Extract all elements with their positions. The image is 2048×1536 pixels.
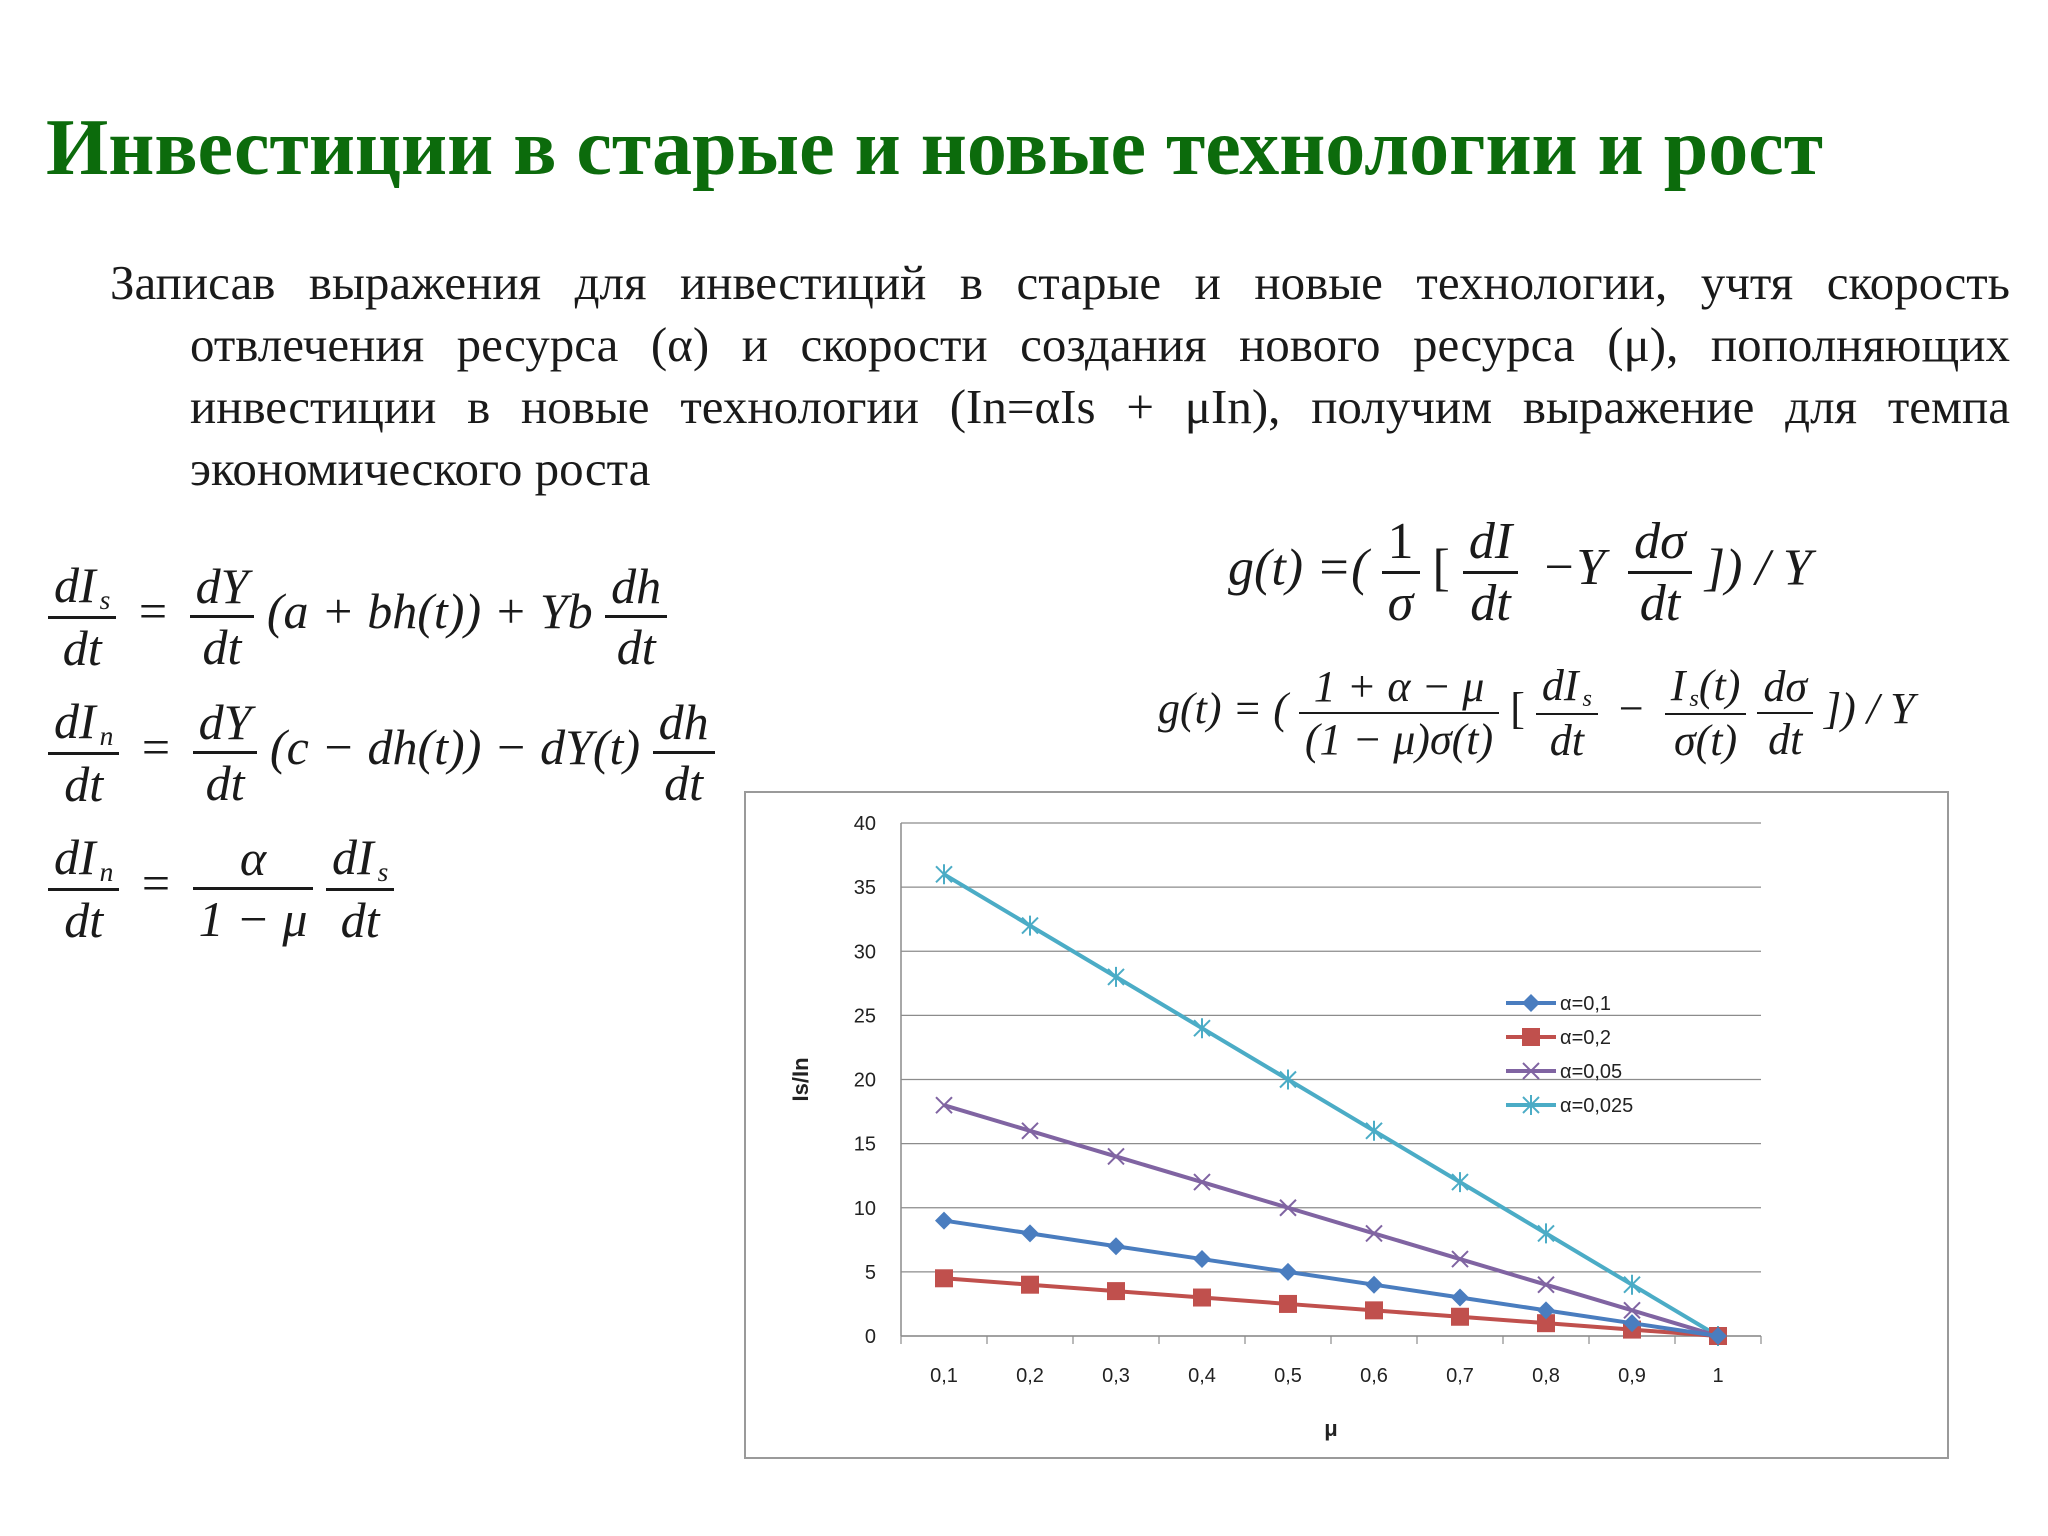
data-point	[1279, 1295, 1297, 1313]
x-tick-label: 0,2	[1016, 1365, 1044, 1387]
equals-sign: =	[141, 718, 171, 775]
x-tick-label: 0,3	[1102, 1365, 1130, 1387]
denominator: dt	[1768, 715, 1803, 765]
numerator: dh	[611, 557, 662, 614]
fraction	[193, 829, 314, 948]
denominator: dt	[664, 754, 704, 811]
x-tick-label: 0,1	[930, 1365, 958, 1387]
data-point	[1451, 1289, 1469, 1307]
expression-close: ]) / Y	[1824, 684, 1915, 734]
equation-din-alpha	[48, 828, 394, 949]
numerator: dI	[54, 693, 96, 749]
data-point	[1365, 1301, 1383, 1319]
fraction	[326, 828, 394, 949]
numerator: 1	[1387, 513, 1414, 570]
fraction	[653, 693, 715, 812]
x-tick-label: 0,9	[1618, 1365, 1646, 1387]
fraction	[48, 692, 119, 813]
legend-label: α=0,2	[1560, 1027, 1612, 1049]
denominator: dt	[1470, 575, 1511, 632]
data-point	[935, 1269, 953, 1287]
minus-term: −Y	[1541, 539, 1606, 597]
fraction	[190, 557, 255, 676]
numerator: dh	[658, 693, 709, 750]
numerator: dI	[1468, 513, 1513, 570]
fraction	[1536, 660, 1598, 766]
subscript: n	[99, 855, 114, 887]
x-tick-label: 0,5	[1274, 1365, 1302, 1387]
denominator: (1 − μ)σ(t)	[1304, 715, 1494, 765]
numerator: dI	[1541, 661, 1579, 710]
data-point	[1451, 1308, 1469, 1326]
series-line	[944, 1105, 1718, 1336]
data-point	[936, 864, 952, 884]
denominator: dt	[202, 618, 242, 675]
y-tick-label: 15	[853, 1133, 876, 1156]
denominator: σ(t)	[1673, 716, 1738, 766]
data-point	[1107, 1282, 1125, 1300]
data-point	[1193, 1250, 1211, 1268]
numerator: dY	[195, 557, 249, 614]
subscript: n	[99, 719, 114, 751]
open-bracket: [	[1510, 684, 1525, 734]
y-tick-label: 10	[853, 1197, 876, 1220]
slide-title: Инвестиции в старые и новые технологии и рост	[46, 104, 1824, 192]
fraction	[1757, 661, 1813, 765]
legend-marker	[1522, 1028, 1540, 1046]
y-tick-label: 35	[853, 877, 876, 900]
y-tick-label: 0	[864, 1326, 876, 1348]
fraction	[1299, 661, 1499, 765]
x-tick-label: 0,7	[1446, 1365, 1474, 1387]
x-tick-label: 0,6	[1360, 1365, 1388, 1387]
y-tick-label: 25	[853, 1005, 876, 1028]
data-point	[1538, 1223, 1554, 1243]
denominator: dt	[1549, 716, 1584, 766]
x-tick-label: 0,4	[1188, 1365, 1216, 1387]
data-point	[1107, 1237, 1125, 1255]
series-line	[944, 1221, 1718, 1336]
expression-lhs: g(t) = (	[1158, 684, 1288, 734]
y-tick-label: 30	[853, 941, 876, 964]
y-tick-label: 20	[853, 1069, 876, 1092]
y-tick-label: 5	[864, 1261, 876, 1284]
subscript: s	[1689, 685, 1699, 713]
data-point	[1193, 1289, 1211, 1307]
denominator: dt	[340, 891, 380, 948]
fraction	[48, 556, 116, 677]
data-point	[1366, 1121, 1382, 1141]
data-point	[1279, 1263, 1297, 1281]
denominator: 1 − μ	[198, 890, 308, 947]
subscript: s	[1582, 685, 1592, 713]
chart-frame	[744, 791, 1949, 1459]
numerator: dI	[331, 829, 374, 885]
legend-label: α=0,05	[1560, 1061, 1623, 1083]
series-line	[944, 1278, 1718, 1336]
denominator: σ	[1387, 575, 1414, 632]
y-tick-label: 40	[853, 813, 876, 835]
expression-middle: (c − dh(t)) − dY(t)	[269, 718, 641, 775]
numerator-tail: (t)	[1698, 661, 1741, 710]
fraction	[193, 693, 258, 812]
legend-label: α=0,025	[1560, 1095, 1634, 1117]
x-tick-label: 0,8	[1532, 1365, 1560, 1387]
numerator: dI	[54, 829, 96, 885]
denominator: dt	[616, 618, 656, 675]
minus-sign: −	[1618, 684, 1644, 734]
equation-dis-dt	[48, 556, 667, 677]
fraction	[1628, 512, 1692, 633]
numerator: α	[239, 829, 267, 886]
data-point	[1108, 967, 1124, 987]
intro-paragraph: Записав выражения для инвестиций в старые и новые технологии, учтя скорость отвлечения ресурса (α) и скорости создания нового ресурса (μ), пополняющих инвестиции в новые технологии (In=αIs + μIn), получим выражение для темпа экономического роста	[110, 255, 2010, 496]
y-axis-title: Is/In	[788, 1057, 813, 1102]
equation-growth-rate-expanded	[1158, 660, 1915, 766]
numerator: dσ	[1634, 513, 1686, 570]
denominator: dt	[62, 619, 102, 676]
denominator: dt	[64, 891, 104, 948]
numerator: I	[1670, 661, 1686, 710]
data-point	[1452, 1172, 1468, 1192]
numerator: dY	[198, 693, 252, 750]
x-axis-title: μ	[1324, 1416, 1338, 1441]
x-tick-label: 1	[1712, 1365, 1724, 1387]
data-point	[1022, 916, 1038, 936]
legend-marker	[1522, 994, 1540, 1012]
line-chart	[746, 793, 1947, 1457]
numerator: 1 + α − μ	[1313, 662, 1485, 712]
expression-middle: (a + bh(t)) + Yb	[266, 582, 593, 639]
fraction	[605, 557, 667, 676]
subscript: s	[377, 855, 389, 887]
data-point	[1021, 1224, 1039, 1242]
fraction	[48, 828, 119, 949]
legend-label: α=0,1	[1560, 993, 1612, 1015]
expression-close: ]) / Y	[1704, 539, 1812, 597]
numerator: dσ	[1763, 662, 1808, 712]
equals-sign: =	[138, 582, 168, 639]
fraction	[1382, 512, 1420, 633]
fraction	[1463, 512, 1518, 633]
equation-din-dt	[48, 692, 715, 813]
data-point	[1021, 1276, 1039, 1294]
expression-lhs: g(t) =(	[1228, 539, 1369, 597]
data-point	[1194, 1018, 1210, 1038]
numerator: dI	[54, 557, 96, 613]
equation-growth-rate	[1228, 512, 1812, 633]
fraction	[1665, 660, 1747, 766]
data-point	[935, 1212, 953, 1230]
data-point	[1624, 1275, 1640, 1295]
data-point	[1365, 1276, 1383, 1294]
equals-sign: =	[141, 854, 171, 911]
denominator: dt	[205, 754, 245, 811]
denominator: dt	[64, 755, 104, 812]
denominator: dt	[1639, 575, 1681, 632]
open-bracket: [	[1432, 539, 1450, 597]
subscript: s	[99, 583, 111, 615]
